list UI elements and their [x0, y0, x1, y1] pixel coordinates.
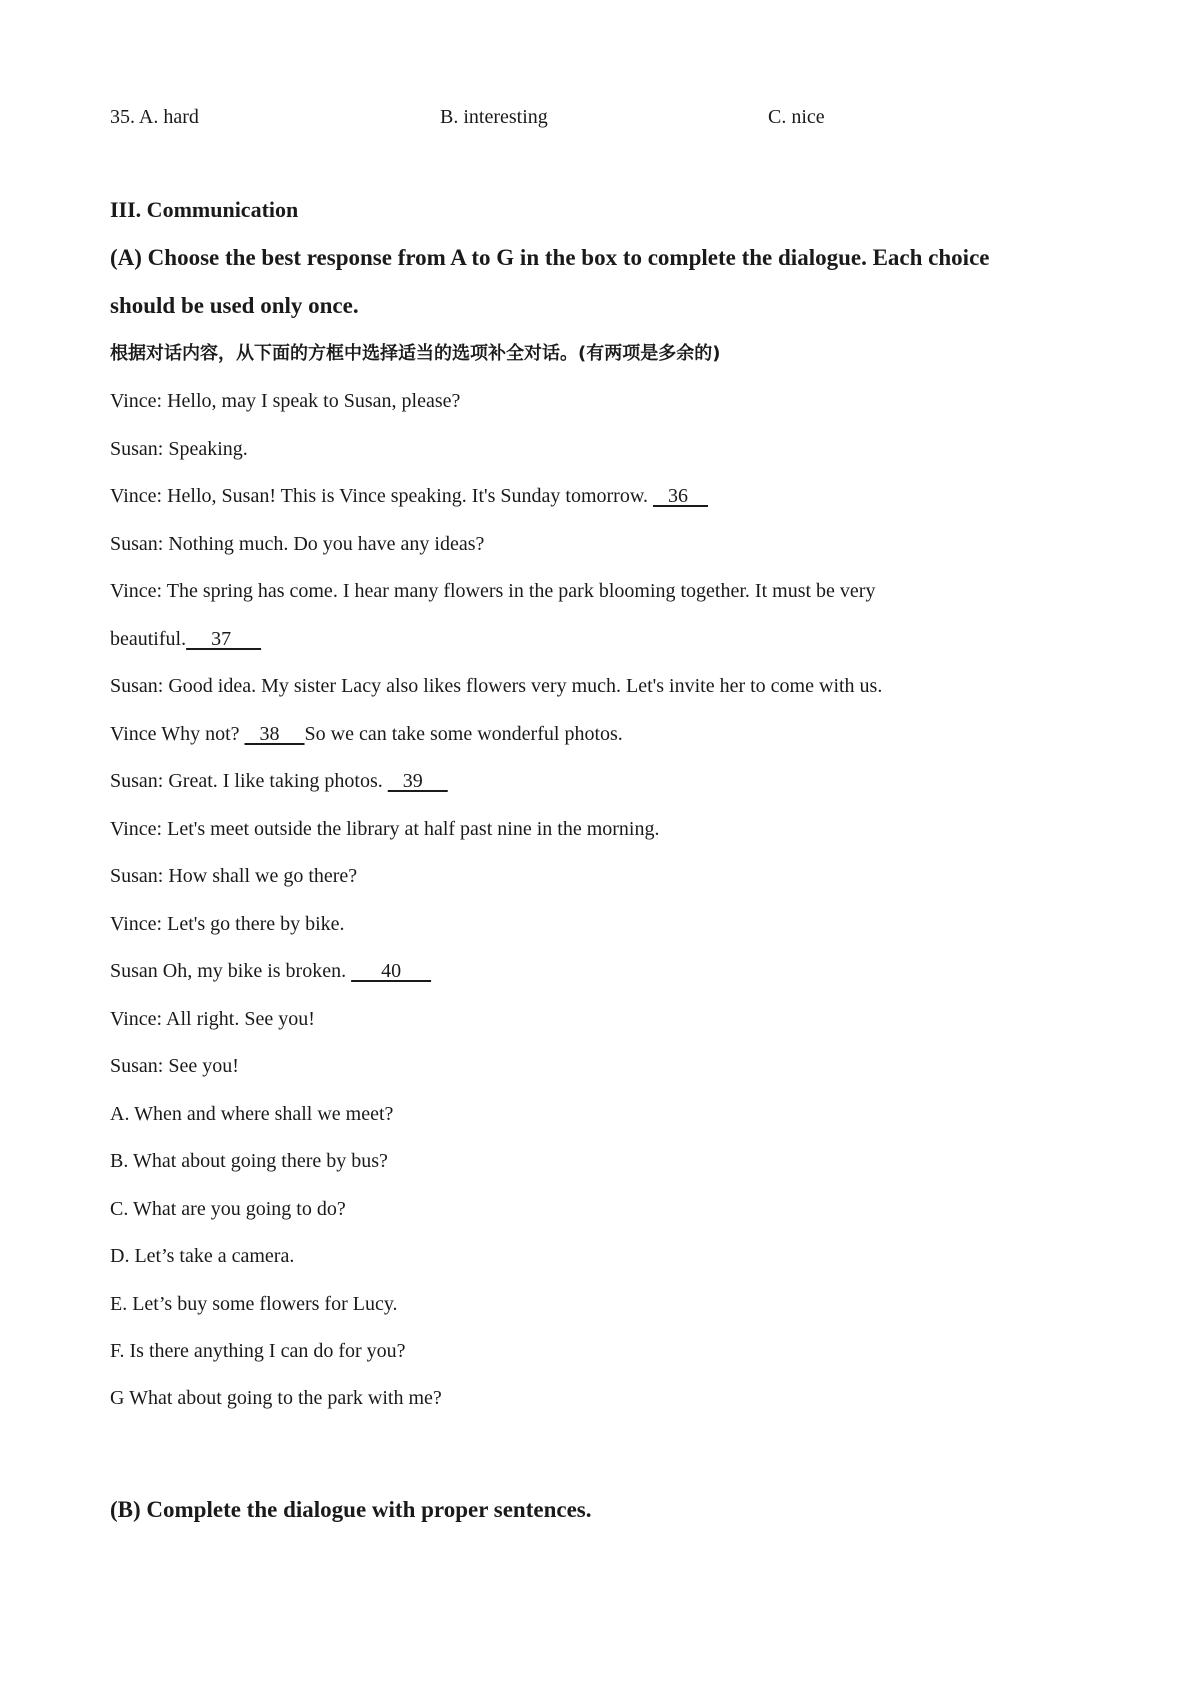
choice-option: F. Is there anything I can do for you? [110, 1340, 406, 1362]
dialogue-text: beautiful. [110, 628, 187, 650]
part-b-title: (B) Complete the dialogue with proper sentences. [110, 1497, 592, 1522]
dialogue-line: Vince: Hello, may I speak to Susan, please? [110, 390, 461, 412]
dialogue-line [110, 959, 431, 983]
chinese-instruction: 根据对话内容，从下面的方框中选择适当的选项补全对话。(有两项是多余的) [110, 343, 721, 364]
choice-option: C. What are you going to do? [110, 1198, 346, 1220]
dialogue-line: Susan: Speaking. [110, 438, 248, 460]
dialogue-text: So we can take some wonderful photos. [304, 723, 623, 745]
dialogue-line: Susan: How shall we go there? [110, 865, 358, 887]
dialogue-line [110, 722, 623, 746]
dialogue-line: Vince: Let's go there by bike. [110, 913, 345, 935]
dialogue-line: Susan: Good idea. My sister Lacy also likes flowers very much. Let's invite her to come with us. [110, 675, 883, 697]
dialogue-line: Vince: Let's meet outside the library at half past nine in the morning. [110, 818, 660, 840]
dialogue-text: Vince: Hello, Susan! This is Vince speaking. It's Sunday tomorrow. [110, 485, 653, 507]
dialogue-line: Vince: All right. See you! [110, 1008, 315, 1030]
dialogue-line [110, 627, 261, 651]
q35-option-a: 35. A. hard [110, 106, 199, 128]
q35-option-c: C. nice [768, 106, 825, 128]
choice-option: D. Let’s take a camera. [110, 1245, 295, 1267]
choice-option: A. When and where shall we meet? [110, 1103, 394, 1125]
answer-blank-40: 40 [351, 960, 432, 982]
choice-option: G What about going to the park with me? [110, 1387, 442, 1409]
answer-blank-38: 38 [244, 723, 305, 745]
dialogue-line: Vince: The spring has come. I hear many flowers in the park blooming together. It must be very [110, 580, 876, 602]
section-title: III. Communication [110, 197, 299, 222]
dialogue-line [110, 769, 448, 793]
dialogue-text: Susan: Great. I like taking photos. [110, 770, 388, 792]
choice-option: B. What about going there by bus? [110, 1150, 388, 1172]
dialogue-line: Susan: See you! [110, 1055, 239, 1077]
answer-blank-36: 36 [653, 485, 708, 507]
choice-option: E. Let’s buy some flowers for Lucy. [110, 1293, 398, 1315]
dialogue-line [110, 484, 708, 508]
q35-option-b: B. interesting [440, 106, 548, 128]
dialogue-text: Susan Oh, my bike is broken. [110, 960, 352, 982]
dialogue-line: Susan: Nothing much. Do you have any ideas? [110, 533, 485, 555]
part-a-instruction-line2: should be used only once. [110, 293, 359, 318]
answer-blank-37: 37 [186, 628, 262, 650]
part-a-instruction-line1: (A) Choose the best response from A to G in the box to complete the dialogue. Each choice [110, 245, 990, 270]
dialogue-text: Vince Why not? [110, 723, 245, 745]
answer-blank-39: 39 [387, 770, 448, 792]
